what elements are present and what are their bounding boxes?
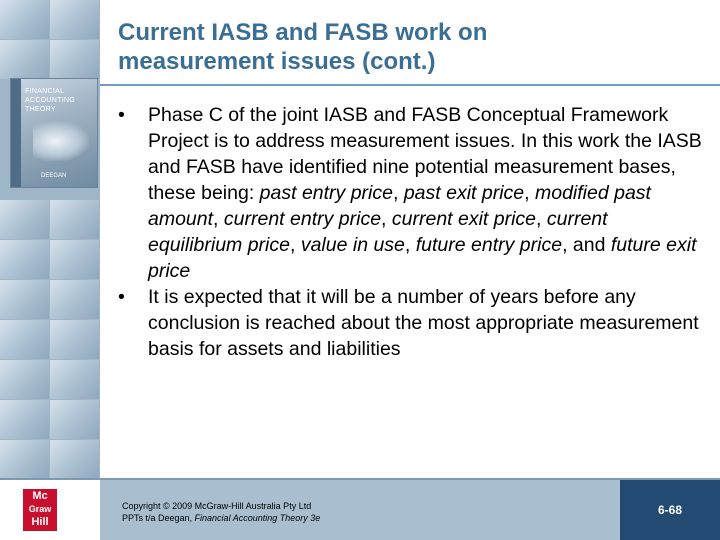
sidebar-tile	[50, 240, 99, 279]
mcgraw-hill-logo: Mc Graw Hill	[23, 489, 57, 531]
sidebar-tile	[0, 200, 49, 239]
sidebar-tile	[50, 360, 99, 399]
sidebar-tile	[0, 440, 49, 479]
sidebar-tile	[50, 280, 99, 319]
sidebar-tile	[0, 0, 49, 39]
slide-title-line-2: measurement issues (cont.)	[118, 48, 436, 75]
bullet-item: • It is expected that it will be a number of years before any conclusion is reached about the most appropriate measurement basis for assets and liabilities	[118, 286, 699, 360]
slide-title-line-1: Current IASB and FASB work on	[118, 19, 488, 46]
title-underline	[100, 84, 720, 86]
sidebar-tile	[0, 360, 49, 399]
sidebar-tile	[0, 280, 49, 319]
slide-title	[118, 18, 698, 76]
sidebar-tile	[0, 400, 49, 439]
sidebar-tile	[50, 440, 99, 479]
bullet-marker: •	[118, 104, 125, 126]
sidebar-tile	[50, 40, 99, 79]
bullet-marker: •	[118, 286, 125, 308]
sidebar-tile	[50, 320, 99, 359]
book-cover-crystal-graphic	[33, 121, 89, 161]
sidebar-tile	[0, 320, 49, 359]
left-sidebar-decoration	[0, 0, 100, 480]
slide-body	[118, 102, 703, 362]
book-spine-strip	[11, 79, 21, 187]
book-cover-title: FINANCIAL ACCOUNTING THEORY	[25, 88, 76, 113]
sidebar-tile	[50, 200, 99, 239]
sidebar-tile	[0, 40, 49, 79]
textbook-cover-image	[10, 78, 98, 188]
sidebar-tile	[50, 400, 99, 439]
sidebar-tile	[50, 0, 99, 39]
bullet-item: • Phase C of the joint IASB and FASB Conceptual Framework Project is to address measurement issues. In this work the IASB and FASB have identified nine potential measurement bases, these being: past entry price, past exit price, modified past amount, current entry price, current exit price, current equilibrium price, value in use, future entry price, and future exit price	[118, 104, 702, 282]
copyright-notice: Copyright © 2009 McGraw-Hill Australia Pty Ltd PPTs t/a Deegan, Financial Accounting Theory 3e	[122, 501, 321, 523]
book-cover-author: DEEGAN	[41, 173, 67, 179]
page-number: 6-68	[657, 503, 683, 517]
sidebar-tile	[0, 240, 49, 279]
